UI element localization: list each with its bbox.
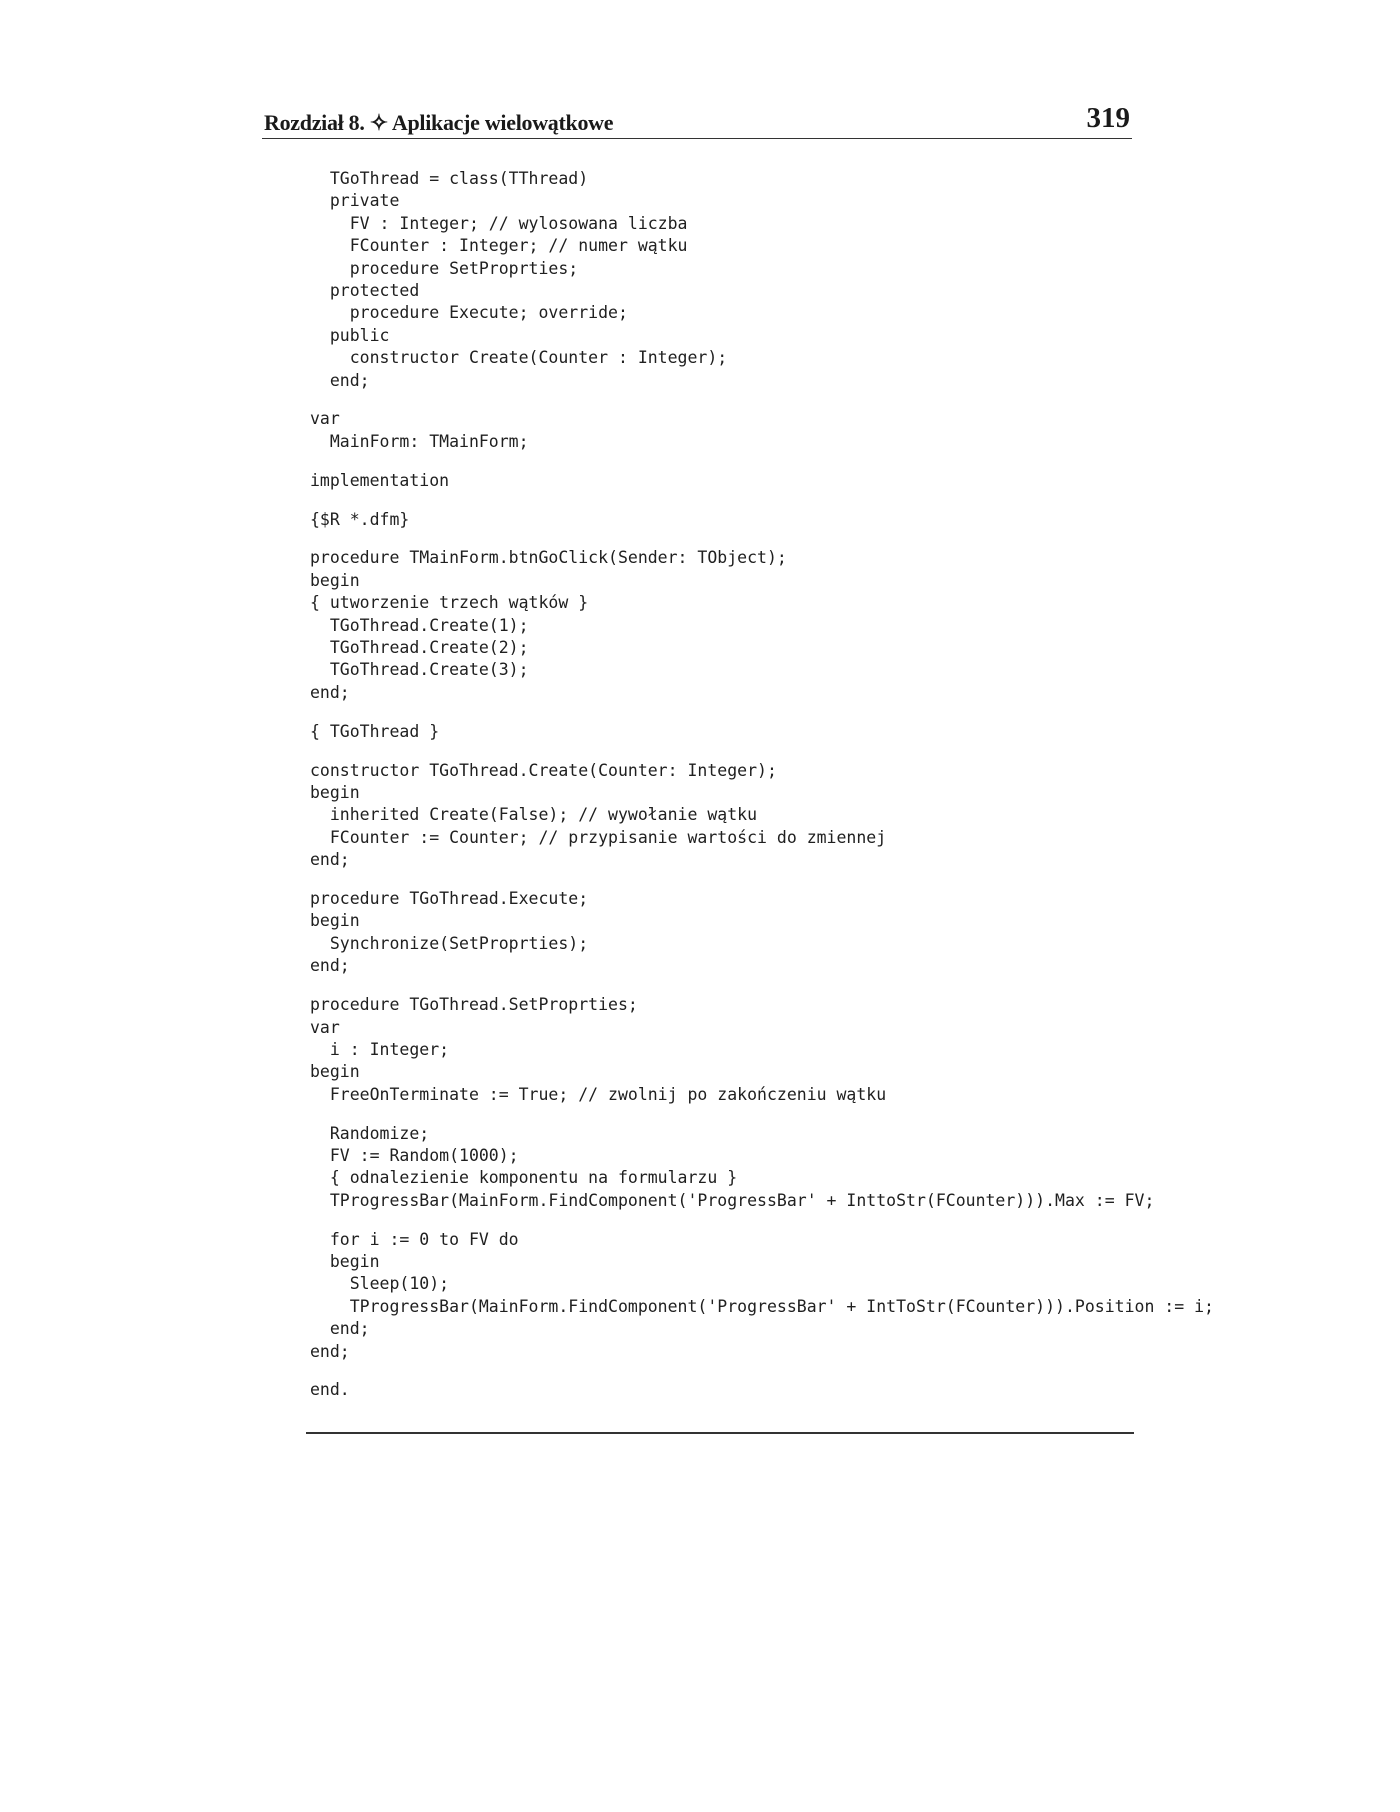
code-line: implementation [310, 470, 450, 490]
code-line: constructor Create(Counter : Integer); [310, 348, 728, 368]
code-line: FCounter : Integer; // numer wątku [310, 236, 688, 256]
block-gap [310, 704, 1140, 721]
block-gap [310, 453, 1140, 470]
code-line: Randomize; [310, 1123, 430, 1143]
code-line: procedure Execute; override; [310, 303, 628, 323]
code-line: end; [310, 370, 370, 390]
code-line: end; [310, 1319, 370, 1339]
code-line: TProgressBar(MainForm.FindComponent('ProgressBar' + InttoStr(FCounter))).Max := FV; [310, 1190, 1155, 1210]
code-line: begin [310, 570, 360, 590]
code-line: { odnalezienie komponentu na formularzu } [310, 1168, 738, 1188]
code-line: { utworzenie trzech wątków } [310, 593, 589, 613]
code-line: begin [310, 911, 360, 931]
code-line: i : Integer; [310, 1039, 450, 1059]
block-gap [310, 1106, 1140, 1123]
code-line: {$R *.dfm} [310, 509, 410, 529]
block-gap [310, 743, 1140, 760]
chapter-title: Rozdział 8. ✧ Aplikacje wielowątkowe [264, 110, 614, 135]
code-line: TGoThread.Create(3); [310, 660, 529, 680]
page-number: 319 [1086, 102, 1130, 134]
code-line: procedure TGoThread.SetProprties; [310, 995, 638, 1015]
code-listing [310, 168, 1214, 1402]
code-line: constructor TGoThread.Create(Counter: Integer); [310, 760, 777, 780]
code-line: Synchronize(SetProprties); [310, 933, 589, 953]
code-line: begin [310, 782, 360, 802]
code-line: TProgressBar(MainForm.FindComponent('ProgressBar' + IntToStr(FCounter))).Position := i; [310, 1296, 1214, 1316]
code-line: procedure TMainForm.btnGoClick(Sender: TObject); [310, 548, 787, 568]
block-gap [310, 872, 1140, 889]
code-line: protected [310, 280, 420, 300]
code-line: begin [310, 1252, 380, 1272]
code-line: public [310, 325, 390, 345]
code-line: end; [310, 1341, 350, 1361]
header-rule [262, 138, 1132, 139]
code-line: Sleep(10); [310, 1274, 450, 1294]
code-line: FV := Random(1000); [310, 1145, 519, 1165]
code-line: for i := 0 to FV do [310, 1229, 519, 1249]
code-line: TGoThread.Create(1); [310, 615, 529, 635]
code-line: procedure SetProprties; [310, 258, 579, 278]
code-line: end; [310, 956, 350, 976]
page-header [264, 100, 1134, 140]
block-gap [310, 1363, 1140, 1380]
code-line: { TGoThread } [310, 721, 440, 741]
code-line: TGoThread = class(TThread) [310, 169, 589, 188]
code-line: FreeOnTerminate := True; // zwolnij po zakończeniu wątku [310, 1084, 887, 1104]
code-line: end. [310, 1380, 350, 1400]
code-line: var [310, 409, 340, 429]
code-line: FCounter := Counter; // przypisanie wartości do zmiennej [310, 827, 887, 847]
code-line: inherited Create(False); // wywołanie wątku [310, 805, 758, 825]
code-line: TGoThread.Create(2); [310, 638, 529, 658]
code-line: begin [310, 1062, 360, 1082]
listing-end-rule [306, 1432, 1134, 1434]
code-line: FV : Integer; // wylosowana liczba [310, 213, 688, 233]
code-line: end; [310, 682, 350, 702]
code-line: procedure TGoThread.Execute; [310, 889, 589, 909]
block-gap [310, 1212, 1140, 1229]
block-gap [310, 492, 1140, 509]
block-gap [310, 392, 1140, 409]
block-gap [310, 531, 1140, 548]
code-line: var [310, 1017, 340, 1037]
code-line: private [310, 191, 400, 211]
block-gap [310, 978, 1140, 995]
code-line: MainForm: TMainForm; [310, 431, 529, 451]
code-line: end; [310, 850, 350, 870]
